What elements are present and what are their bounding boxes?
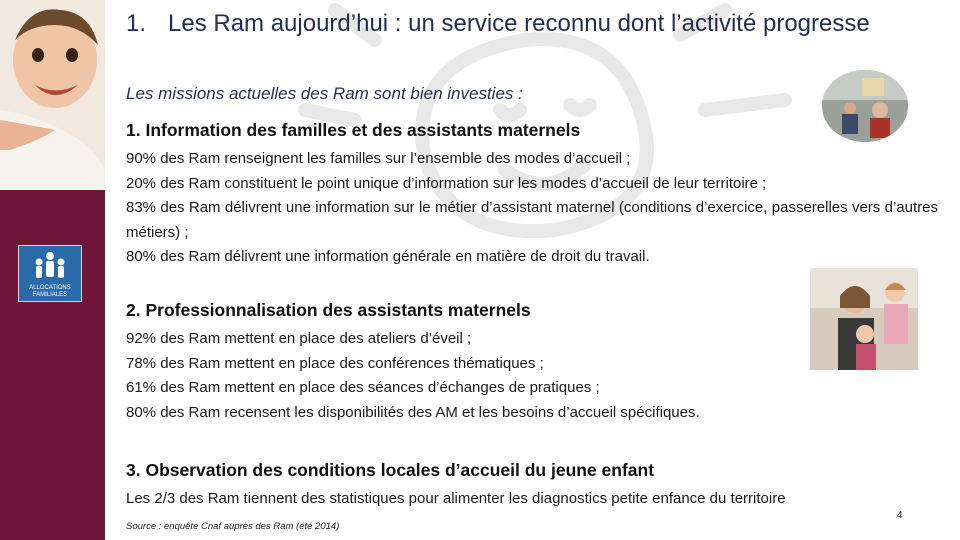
section-line: 90% des Ram renseignent les familles sur l’ensemble des modes d’accueil ; xyxy=(126,150,631,167)
section-observation xyxy=(126,460,938,512)
section-professionnalisation xyxy=(126,300,938,425)
baby-photo xyxy=(0,0,105,190)
page-number: 4 xyxy=(897,510,903,521)
section-line: 83% des Ram délivrent une information sur le métier d’assistant maternel (conditions d’exercice, passerelles vers d’autres métiers) ; xyxy=(126,199,938,241)
section-line: 80% des Ram délivrent une information générale en matière de droit du travail. xyxy=(126,248,650,265)
section-line: 78% des Ram mettent en place des conférences thématiques ; xyxy=(126,354,544,372)
slide-title xyxy=(126,8,946,39)
section-line: 92% des Ram mettent en place des ateliers d’éveil ; xyxy=(126,330,472,347)
section-line: 61% des Ram mettent en place des séances d’échanges de pratiques ; xyxy=(126,379,600,396)
title-number: 1. xyxy=(126,10,147,37)
section-line: Les 2/3 des Ram tiennent des statistiques pour alimenter les diagnostics petite enfance du territoire xyxy=(126,490,786,507)
section-information xyxy=(126,120,938,270)
section-line: 20% des Ram constituent le point unique d’information sur les modes d’accueil de leur territoire ; xyxy=(126,174,767,192)
title-text: Les Ram aujourd’hui : un service reconnu dont l’activité progresse xyxy=(168,10,870,37)
section-heading: 3. Observation des conditions locales d’accueil du jeune enfant xyxy=(126,460,655,480)
caf-logo xyxy=(18,245,82,302)
subtitle: Les missions actuelles des Ram sont bien investies : xyxy=(126,84,523,103)
section-heading: 1. Information des familles et des assistants maternels xyxy=(126,120,581,140)
section-line: 80% des Ram recensent les disponibilités des AM et les besoins d’accueil spécifiques. xyxy=(126,403,700,421)
logo-text: ALLOCATIONS FAMILIALES xyxy=(29,285,71,298)
section-heading: 2. Professionnalisation des assistants maternels xyxy=(126,300,531,320)
source-note: Source : enquête Cnaf auprès des Ram (été 2014) xyxy=(126,521,340,532)
